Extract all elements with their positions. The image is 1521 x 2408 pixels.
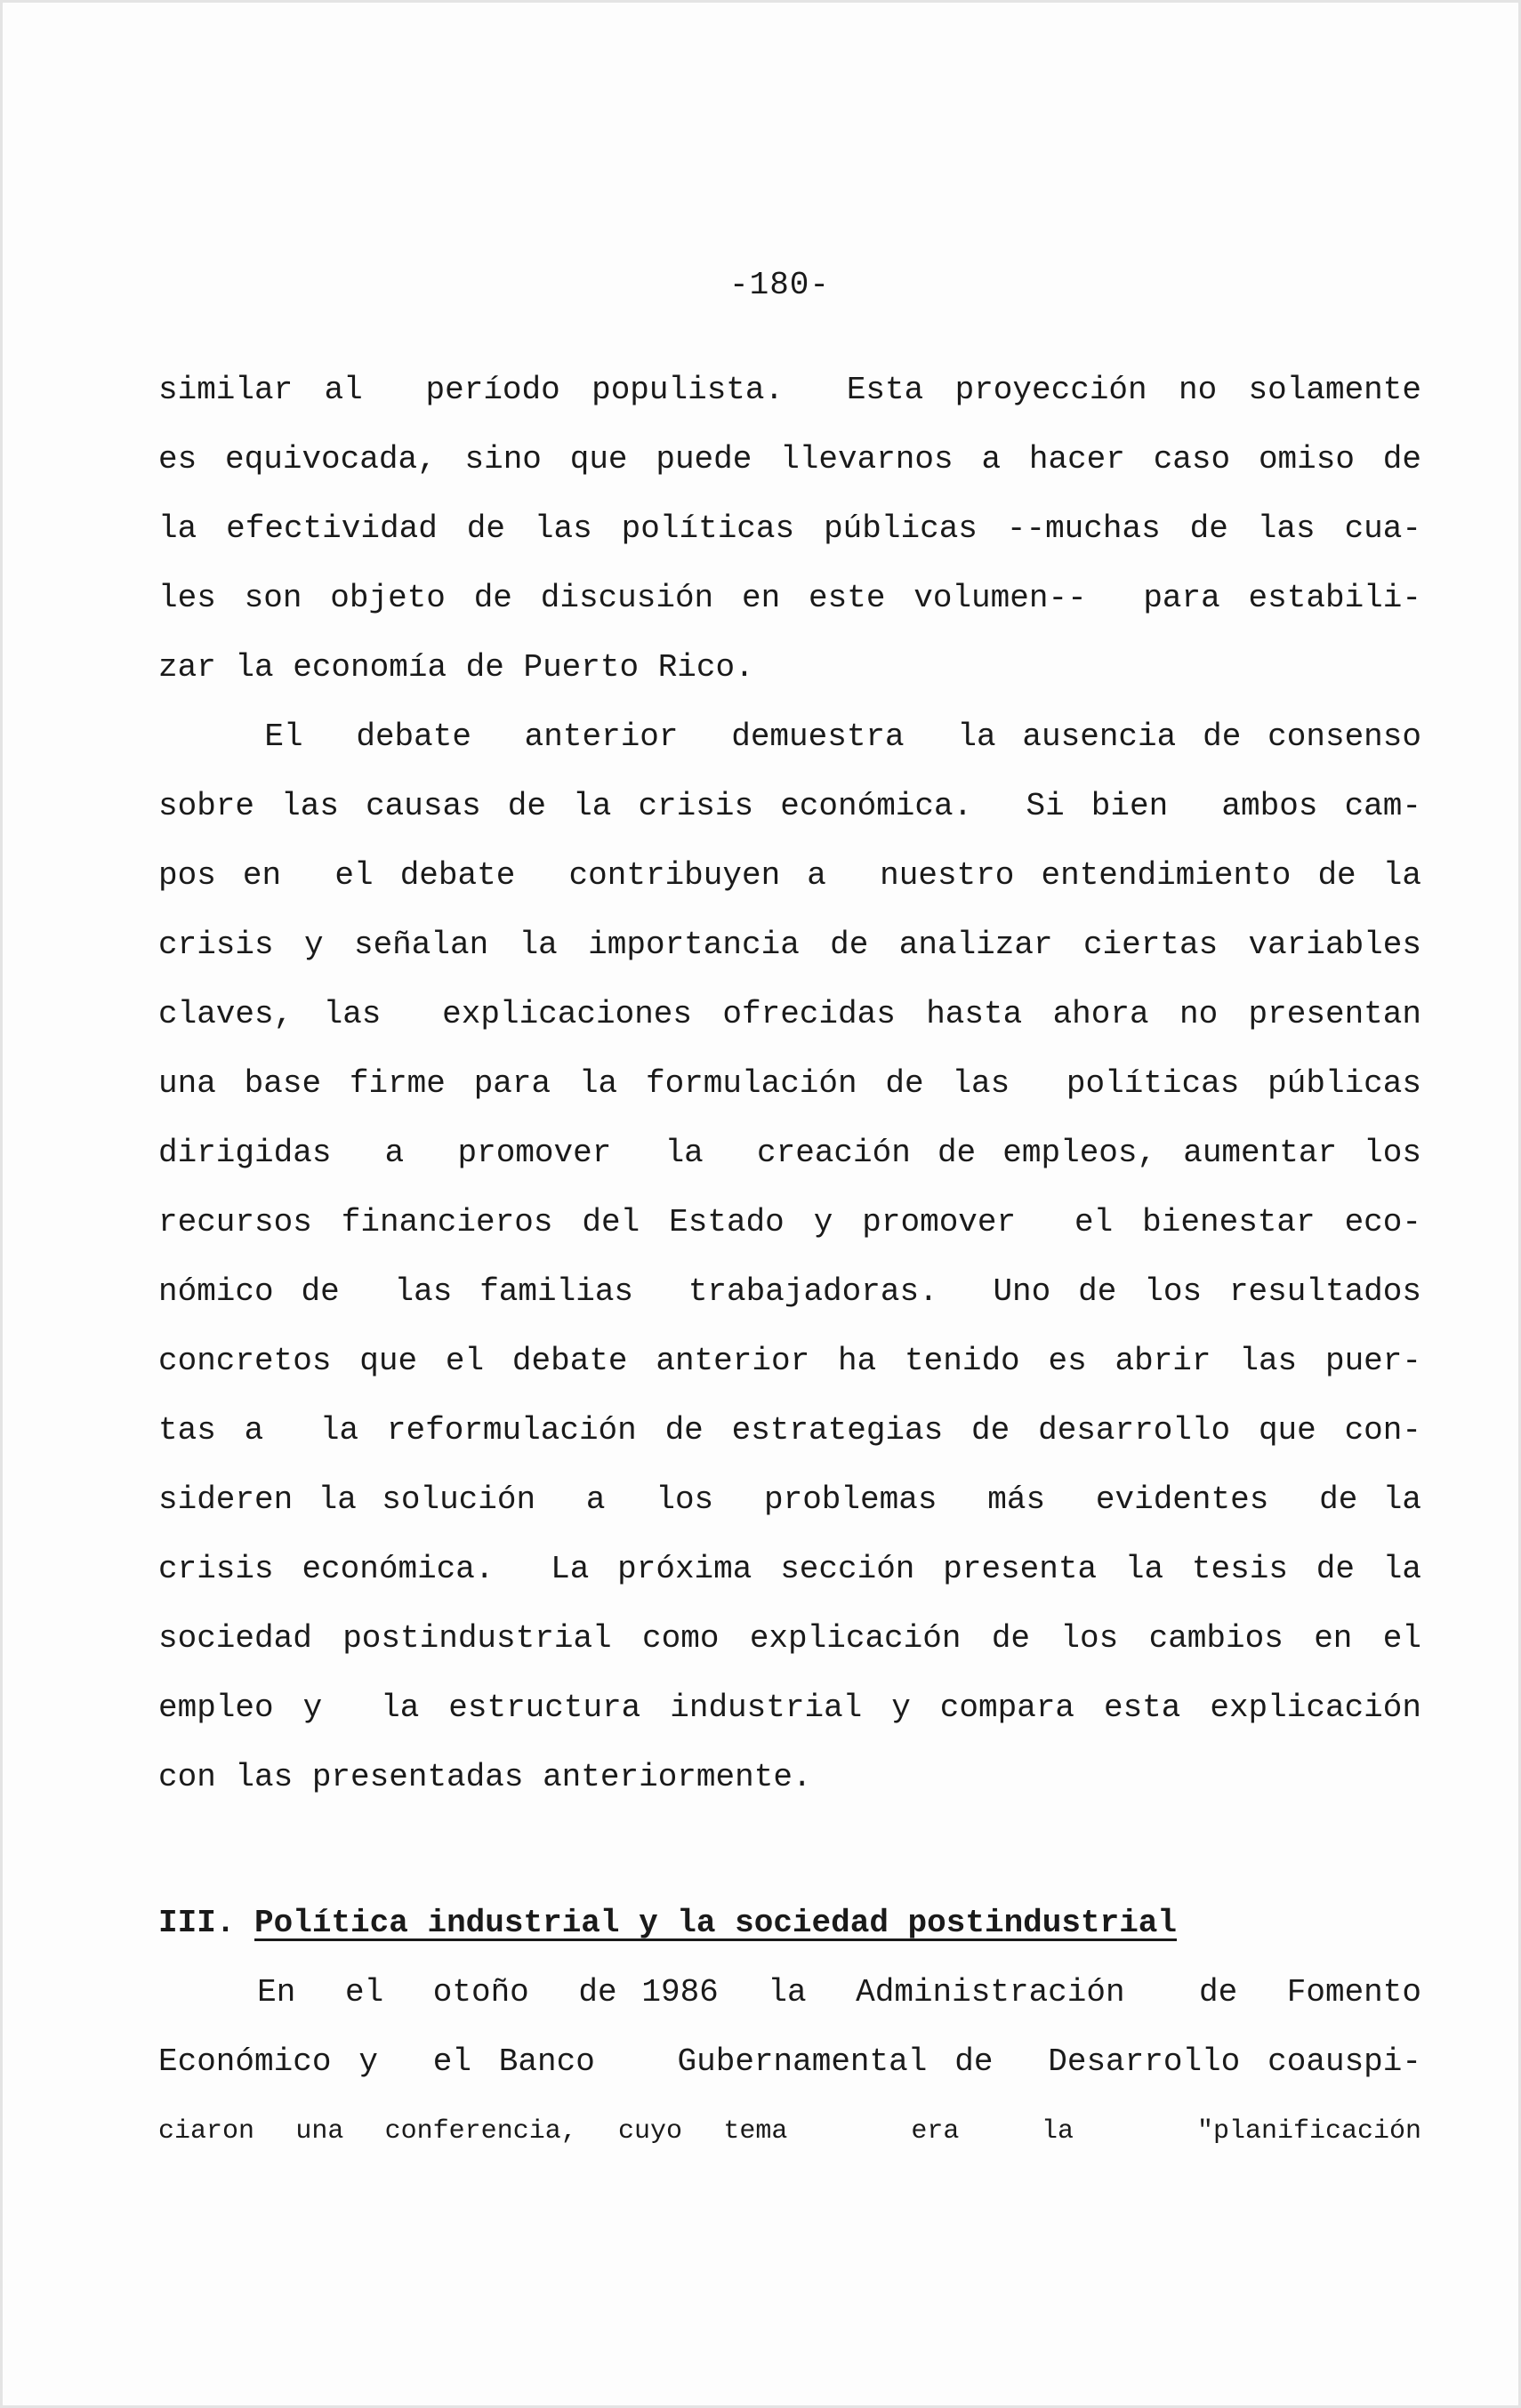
text-line: crisis y señalan la importancia de analizar ciertas variables <box>158 927 1421 963</box>
text-line: El debate anterior demuestra la ausencia de consenso <box>158 718 1421 755</box>
section-heading <box>158 1889 1177 1958</box>
text-line: crisis económica. La próxima sección presenta la tesis de la <box>158 1551 1421 1587</box>
text-line: sociedad postindustrial como explicación de los cambios en el <box>158 1620 1421 1657</box>
text-line: una base firme para la formulación de las políticas públicas <box>158 1065 1421 1102</box>
text-line: concretos que el debate anterior ha tenido es abrir las puer- <box>158 1343 1421 1379</box>
text-line: Económico y el Banco Gubernamental de Desarrollo coauspi- <box>158 2043 1421 2080</box>
paragraph-3 <box>158 1958 1421 2166</box>
section-number: III. <box>158 1905 236 1941</box>
text-line: claves, las explicaciones ofrecidas hasta ahora no presentan <box>158 996 1421 1032</box>
text-line: sobre las causas de la crisis económica. Si bien ambos cam- <box>158 788 1421 824</box>
section-title: Política industrial y la sociedad postindustrial <box>254 1905 1177 1941</box>
paragraph-2 <box>158 702 1421 1812</box>
text-line: la efectividad de las políticas públicas --muchas de las cua- <box>158 510 1421 547</box>
text-line: similar al período populista. Esta proyección no solamente <box>158 372 1421 408</box>
text-line: dirigidas a promover la creación de empleos, aumentar los <box>158 1135 1421 1171</box>
paragraph-1 <box>158 356 1421 702</box>
text-line: En el otoño de 1986 la Administración de Fomento <box>158 1974 1421 2011</box>
text-line: tas a la reformulación de estrategias de desarrollo que con- <box>158 1412 1421 1449</box>
text-line: recursos financieros del Estado y promover el bienestar eco- <box>158 1204 1421 1240</box>
text-line: ciaron una conferencia, cuyo tema era la "planificación <box>158 2116 1421 2147</box>
text-line: empleo y la estructura industrial y compara esta explicación <box>158 1690 1421 1726</box>
text-line: nómico de las familias trabajadoras. Uno de los resultados <box>158 1273 1421 1310</box>
text-line: les son objeto de discusión en este volumen-- para estabili- <box>158 580 1421 616</box>
text-line: zar la economía de Puerto Rico. <box>158 649 754 686</box>
text-line: pos en el debate contribuyen a nuestro entendimiento de la <box>158 857 1421 894</box>
text-line: sideren la solución a los problemas más evidentes de la <box>158 1481 1421 1518</box>
page-number: -180- <box>729 267 831 303</box>
text-line: con las presentadas anteriormente. <box>158 1759 812 1795</box>
text-line: es equivocada, sino que puede llevarnos a hacer caso omiso de <box>158 441 1421 478</box>
